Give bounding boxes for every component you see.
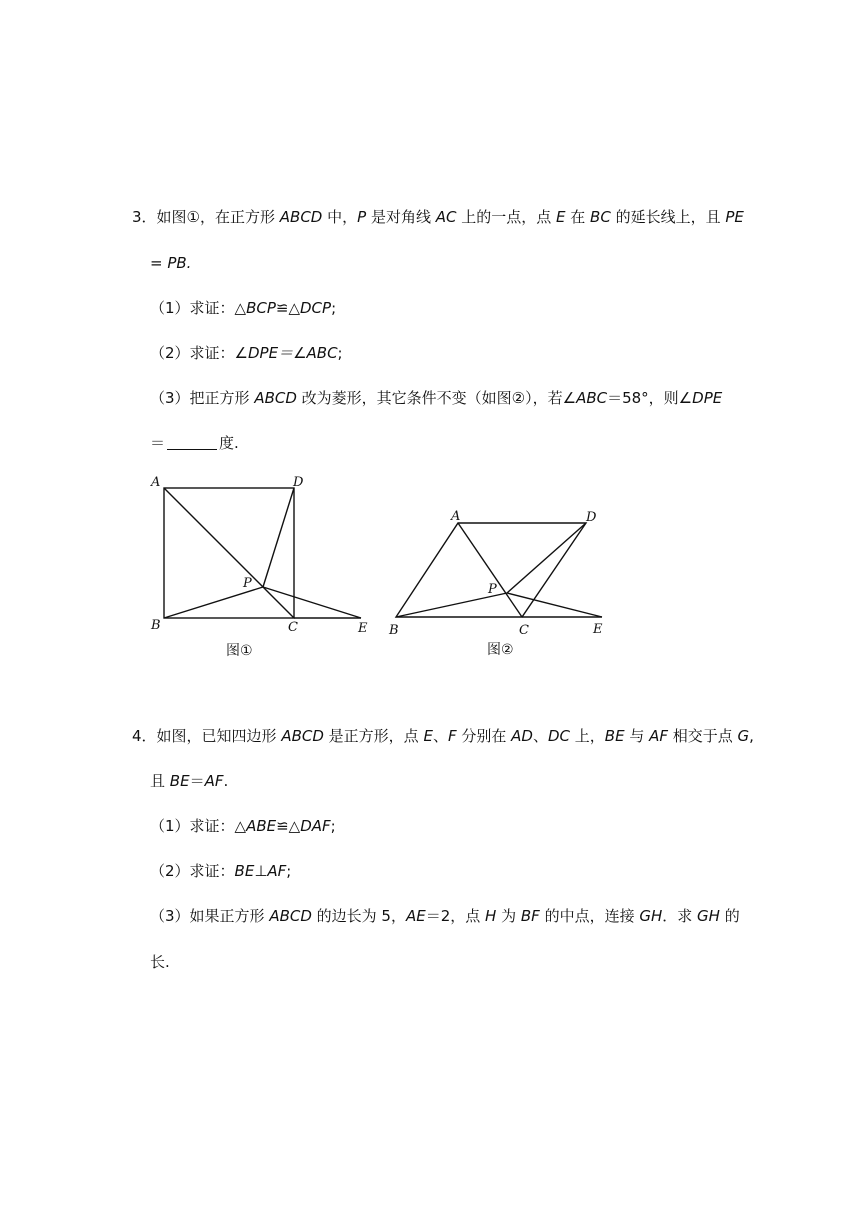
label-b: B — [389, 623, 399, 638]
segment-pe — [507, 593, 602, 617]
segment-bp — [164, 587, 263, 618]
label-e: E — [593, 622, 603, 637]
segment-pd — [507, 523, 586, 593]
q3-stem-line-2: = PB. — [150, 254, 192, 272]
q4-part-3: （3）如果正方形 ABCD 的边长为 5，AE＝2，点 H 为 BF 的中点，连接 GH．求 GH 的 — [150, 907, 740, 925]
q4-part-1: （1）求证：△ABE≌△DAF; — [150, 817, 336, 835]
q4-part-3-cont: 长. — [150, 953, 170, 971]
label-a: A — [451, 509, 461, 524]
segment-pd — [263, 488, 294, 587]
q4-stem-line-2: 且 BE＝AF. — [150, 772, 229, 790]
label-p: P — [488, 582, 497, 597]
q4-stem-line-1: 4．如图，已知四边形 ABCD 是正方形，点 E、F 分别在 AD、DC 上，BE 与 AF 相交于点 G, — [132, 727, 754, 745]
label-c: C — [519, 623, 529, 638]
caption-figure-2: 图② — [487, 642, 514, 658]
figure-2-rhombus — [380, 500, 620, 666]
figure-1-square — [140, 468, 380, 668]
label-e: E — [358, 621, 368, 636]
answer-blank[interactable] — [167, 435, 217, 450]
label-a: A — [151, 475, 161, 490]
label-d: D — [586, 510, 597, 525]
diagonal-ac — [458, 523, 522, 617]
q4-part-2: （2）求证：BE⊥AF; — [150, 862, 292, 880]
q3-stem-line-1: 3．如图①，在正方形 ABCD 中，P 是对角线 AC 上的一点，点 E 在 BC 的延长线上，且 PE — [132, 208, 744, 226]
diagonal-ac — [164, 488, 294, 618]
q3-part-3-answer: ＝ 度. — [150, 434, 239, 452]
label-c: C — [288, 620, 298, 635]
q3-part-3: （3）把正方形 ABCD 改为菱形，其它条件不变（如图②），若∠ABC＝58°，则∠DPE — [150, 389, 723, 407]
q3-part-2: （2）求证：∠DPE＝∠ABC; — [150, 344, 343, 362]
q3-part-1: （1）求证：△BCP≌△DCP; — [150, 299, 337, 317]
label-d: D — [293, 475, 304, 490]
caption-figure-1: 图① — [226, 643, 253, 659]
label-p: P — [243, 576, 252, 591]
label-b: B — [151, 618, 161, 633]
rhombus-abcd — [396, 523, 586, 617]
